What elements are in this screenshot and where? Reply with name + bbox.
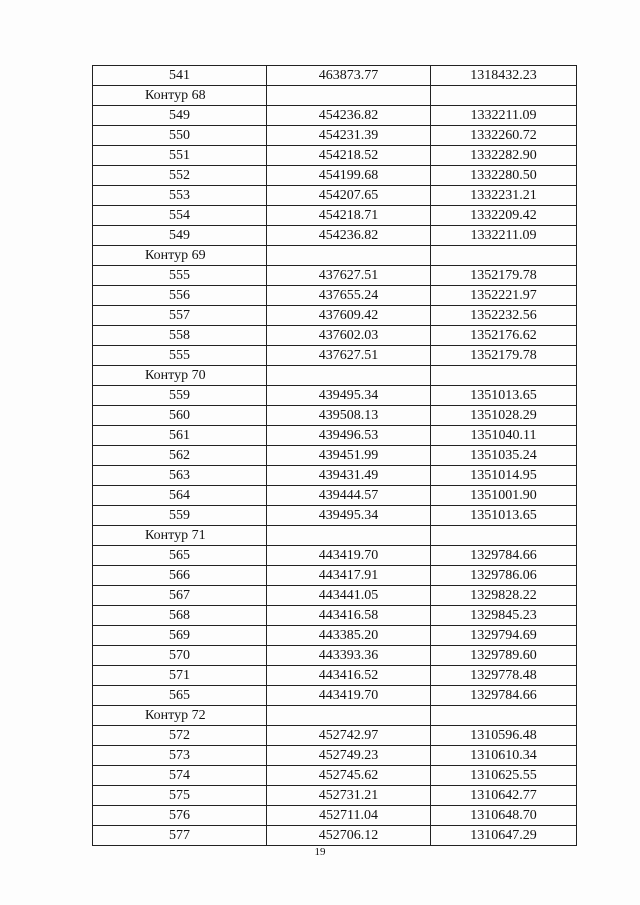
x-coordinate-cell: 439431.49 bbox=[267, 466, 431, 486]
y-coordinate-cell: 1318432.23 bbox=[431, 66, 577, 86]
y-coordinate-cell: 1351040.11 bbox=[431, 426, 577, 446]
table-row bbox=[93, 466, 577, 486]
contour-header-row bbox=[93, 366, 577, 386]
table-row bbox=[93, 326, 577, 346]
y-coordinate-cell: 1329794.69 bbox=[431, 626, 577, 646]
point-number-cell: 567 bbox=[93, 586, 267, 606]
point-number-cell: 556 bbox=[93, 286, 267, 306]
table-row bbox=[93, 446, 577, 466]
point-number-cell: 568 bbox=[93, 606, 267, 626]
x-coordinate-cell: 454199.68 bbox=[267, 166, 431, 186]
y-coordinate-cell: 1332209.42 bbox=[431, 206, 577, 226]
point-number-cell: 565 bbox=[93, 546, 267, 566]
point-number-cell: 564 bbox=[93, 486, 267, 506]
empty-cell bbox=[267, 86, 431, 106]
table-row bbox=[93, 586, 577, 606]
point-number-cell: 541 bbox=[93, 66, 267, 86]
x-coordinate-cell: 454218.71 bbox=[267, 206, 431, 226]
x-coordinate-cell: 452745.62 bbox=[267, 766, 431, 786]
coordinates-table-body bbox=[93, 66, 577, 846]
x-coordinate-cell: 443393.36 bbox=[267, 646, 431, 666]
contour-label: Контур 71 bbox=[93, 526, 267, 546]
x-coordinate-cell: 454231.39 bbox=[267, 126, 431, 146]
table-row bbox=[93, 746, 577, 766]
point-number-cell: 574 bbox=[93, 766, 267, 786]
empty-cell bbox=[267, 366, 431, 386]
y-coordinate-cell: 1352179.78 bbox=[431, 346, 577, 366]
point-number-cell: 576 bbox=[93, 806, 267, 826]
x-coordinate-cell: 439444.57 bbox=[267, 486, 431, 506]
x-coordinate-cell: 454236.82 bbox=[267, 106, 431, 126]
point-number-cell: 569 bbox=[93, 626, 267, 646]
point-number-cell: 571 bbox=[93, 666, 267, 686]
y-coordinate-cell: 1352232.56 bbox=[431, 306, 577, 326]
x-coordinate-cell: 443416.58 bbox=[267, 606, 431, 626]
x-coordinate-cell: 452706.12 bbox=[267, 826, 431, 846]
y-coordinate-cell: 1310648.70 bbox=[431, 806, 577, 826]
table-row bbox=[93, 826, 577, 846]
table-row bbox=[93, 546, 577, 566]
table-row bbox=[93, 346, 577, 366]
contour-header-row bbox=[93, 246, 577, 266]
x-coordinate-cell: 452742.97 bbox=[267, 726, 431, 746]
empty-cell bbox=[431, 246, 577, 266]
table-row bbox=[93, 286, 577, 306]
point-number-cell: 572 bbox=[93, 726, 267, 746]
point-number-cell: 559 bbox=[93, 386, 267, 406]
coordinates-table bbox=[92, 65, 577, 846]
x-coordinate-cell: 452711.04 bbox=[267, 806, 431, 826]
contour-label: Контур 69 bbox=[93, 246, 267, 266]
contour-label: Контур 68 bbox=[93, 86, 267, 106]
y-coordinate-cell: 1332231.21 bbox=[431, 186, 577, 206]
y-coordinate-cell: 1310647.29 bbox=[431, 826, 577, 846]
table-row bbox=[93, 726, 577, 746]
point-number-cell: 555 bbox=[93, 346, 267, 366]
point-number-cell: 554 bbox=[93, 206, 267, 226]
contour-header-row bbox=[93, 706, 577, 726]
contour-label: Контур 70 bbox=[93, 366, 267, 386]
point-number-cell: 575 bbox=[93, 786, 267, 806]
x-coordinate-cell: 452731.21 bbox=[267, 786, 431, 806]
point-number-cell: 560 bbox=[93, 406, 267, 426]
point-number-cell: 553 bbox=[93, 186, 267, 206]
x-coordinate-cell: 439508.13 bbox=[267, 406, 431, 426]
y-coordinate-cell: 1310642.77 bbox=[431, 786, 577, 806]
page-number: 19 bbox=[314, 846, 326, 858]
table-row bbox=[93, 646, 577, 666]
y-coordinate-cell: 1351035.24 bbox=[431, 446, 577, 466]
table-row bbox=[93, 406, 577, 426]
x-coordinate-cell: 443419.70 bbox=[267, 546, 431, 566]
table-row bbox=[93, 426, 577, 446]
x-coordinate-cell: 452749.23 bbox=[267, 746, 431, 766]
table-row bbox=[93, 566, 577, 586]
table-row bbox=[93, 106, 577, 126]
point-number-cell: 557 bbox=[93, 306, 267, 326]
empty-cell bbox=[431, 86, 577, 106]
point-number-cell: 561 bbox=[93, 426, 267, 446]
point-number-cell: 549 bbox=[93, 226, 267, 246]
x-coordinate-cell: 437627.51 bbox=[267, 266, 431, 286]
x-coordinate-cell: 443419.70 bbox=[267, 686, 431, 706]
y-coordinate-cell: 1352176.62 bbox=[431, 326, 577, 346]
empty-cell bbox=[267, 246, 431, 266]
point-number-cell: 550 bbox=[93, 126, 267, 146]
x-coordinate-cell: 463873.77 bbox=[267, 66, 431, 86]
y-coordinate-cell: 1332282.90 bbox=[431, 146, 577, 166]
point-number-cell: 563 bbox=[93, 466, 267, 486]
contour-label: Контур 72 bbox=[93, 706, 267, 726]
x-coordinate-cell: 439495.34 bbox=[267, 506, 431, 526]
table-row bbox=[93, 506, 577, 526]
y-coordinate-cell: 1329845.23 bbox=[431, 606, 577, 626]
y-coordinate-cell: 1351013.65 bbox=[431, 386, 577, 406]
point-number-cell: 570 bbox=[93, 646, 267, 666]
y-coordinate-cell: 1310610.34 bbox=[431, 746, 577, 766]
x-coordinate-cell: 439496.53 bbox=[267, 426, 431, 446]
table-row bbox=[93, 686, 577, 706]
empty-cell bbox=[267, 706, 431, 726]
point-number-cell: 549 bbox=[93, 106, 267, 126]
table-row bbox=[93, 146, 577, 166]
table-row bbox=[93, 186, 577, 206]
x-coordinate-cell: 439495.34 bbox=[267, 386, 431, 406]
y-coordinate-cell: 1351028.29 bbox=[431, 406, 577, 426]
y-coordinate-cell: 1329784.66 bbox=[431, 546, 577, 566]
contour-header-row bbox=[93, 526, 577, 546]
empty-cell bbox=[431, 366, 577, 386]
point-number-cell: 559 bbox=[93, 506, 267, 526]
x-coordinate-cell: 439451.99 bbox=[267, 446, 431, 466]
y-coordinate-cell: 1329789.60 bbox=[431, 646, 577, 666]
x-coordinate-cell: 437609.42 bbox=[267, 306, 431, 326]
point-number-cell: 577 bbox=[93, 826, 267, 846]
x-coordinate-cell: 454207.65 bbox=[267, 186, 431, 206]
y-coordinate-cell: 1310596.48 bbox=[431, 726, 577, 746]
y-coordinate-cell: 1351001.90 bbox=[431, 486, 577, 506]
y-coordinate-cell: 1351014.95 bbox=[431, 466, 577, 486]
y-coordinate-cell: 1332260.72 bbox=[431, 126, 577, 146]
table-row bbox=[93, 66, 577, 86]
table-row bbox=[93, 626, 577, 646]
x-coordinate-cell: 443417.91 bbox=[267, 566, 431, 586]
empty-cell bbox=[431, 706, 577, 726]
y-coordinate-cell: 1329784.66 bbox=[431, 686, 577, 706]
table-row bbox=[93, 206, 577, 226]
x-coordinate-cell: 437602.03 bbox=[267, 326, 431, 346]
empty-cell bbox=[267, 526, 431, 546]
x-coordinate-cell: 443385.20 bbox=[267, 626, 431, 646]
table-row bbox=[93, 226, 577, 246]
point-number-cell: 573 bbox=[93, 746, 267, 766]
table-row bbox=[93, 666, 577, 686]
x-coordinate-cell: 437655.24 bbox=[267, 286, 431, 306]
empty-cell bbox=[431, 526, 577, 546]
table-row bbox=[93, 766, 577, 786]
y-coordinate-cell: 1310625.55 bbox=[431, 766, 577, 786]
point-number-cell: 552 bbox=[93, 166, 267, 186]
point-number-cell: 558 bbox=[93, 326, 267, 346]
y-coordinate-cell: 1329778.48 bbox=[431, 666, 577, 686]
y-coordinate-cell: 1332211.09 bbox=[431, 226, 577, 246]
table-row bbox=[93, 266, 577, 286]
point-number-cell: 555 bbox=[93, 266, 267, 286]
point-number-cell: 562 bbox=[93, 446, 267, 466]
table-row bbox=[93, 126, 577, 146]
table-row bbox=[93, 786, 577, 806]
x-coordinate-cell: 454236.82 bbox=[267, 226, 431, 246]
table-row bbox=[93, 386, 577, 406]
y-coordinate-cell: 1332211.09 bbox=[431, 106, 577, 126]
point-number-cell: 565 bbox=[93, 686, 267, 706]
table-row bbox=[93, 166, 577, 186]
point-number-cell: 551 bbox=[93, 146, 267, 166]
y-coordinate-cell: 1351013.65 bbox=[431, 506, 577, 526]
point-number-cell: 566 bbox=[93, 566, 267, 586]
x-coordinate-cell: 443416.52 bbox=[267, 666, 431, 686]
table-row bbox=[93, 606, 577, 626]
y-coordinate-cell: 1329828.22 bbox=[431, 586, 577, 606]
y-coordinate-cell: 1352221.97 bbox=[431, 286, 577, 306]
y-coordinate-cell: 1352179.78 bbox=[431, 266, 577, 286]
y-coordinate-cell: 1332280.50 bbox=[431, 166, 577, 186]
table-row bbox=[93, 306, 577, 326]
table-row bbox=[93, 806, 577, 826]
table-row bbox=[93, 486, 577, 506]
y-coordinate-cell: 1329786.06 bbox=[431, 566, 577, 586]
x-coordinate-cell: 443441.05 bbox=[267, 586, 431, 606]
x-coordinate-cell: 437627.51 bbox=[267, 346, 431, 366]
x-coordinate-cell: 454218.52 bbox=[267, 146, 431, 166]
contour-header-row bbox=[93, 86, 577, 106]
